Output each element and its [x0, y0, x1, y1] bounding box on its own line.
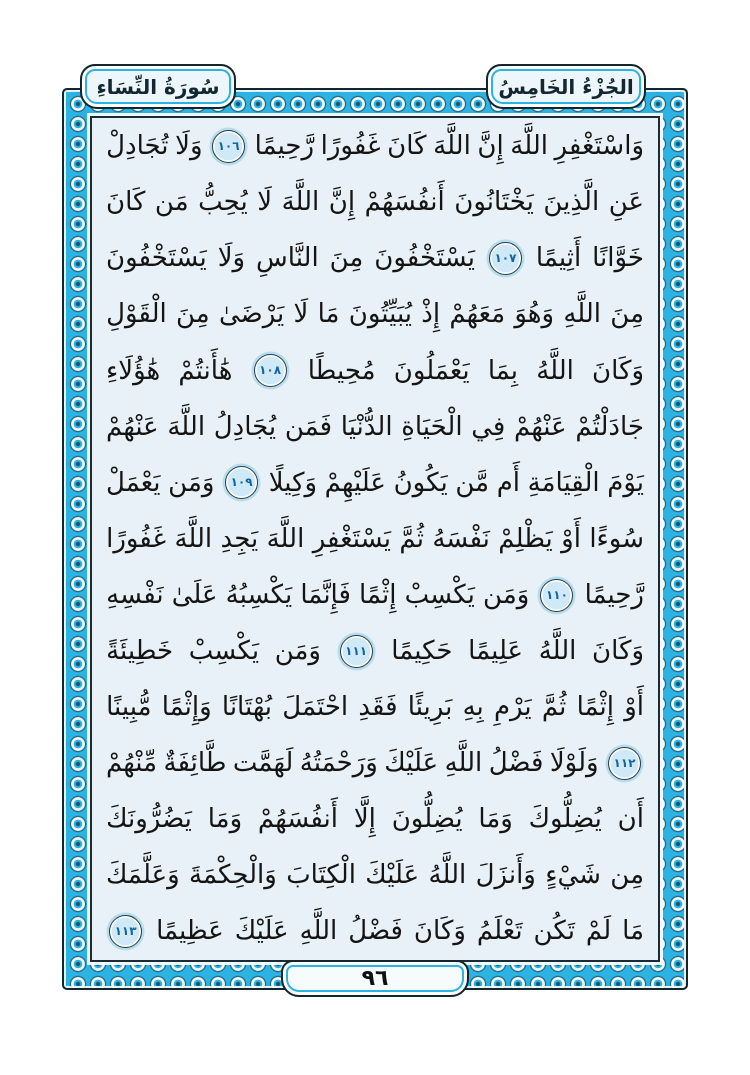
quran-line	[106, 242, 644, 275]
quran-word: عَلَيْكَ	[365, 860, 420, 891]
quran-word: يَعْمَلْ	[106, 467, 161, 498]
surah-name-label: سُورَةُ النِّسَاءِ	[96, 74, 220, 99]
quran-word: أَن	[617, 804, 644, 835]
quran-word: تُجَادِلْ	[106, 131, 169, 162]
juz-name-label: الجُزْءُ الخَامِسُ	[498, 74, 634, 99]
quran-word: غَفُورًا	[320, 131, 381, 162]
quran-word: جَادَلْتُمْ	[575, 411, 644, 442]
quran-word: فَضْلُ	[488, 748, 544, 779]
quran-line	[106, 130, 644, 163]
quran-word: عَلَيْكَ	[384, 748, 439, 779]
quran-word: وَمَا	[478, 804, 513, 835]
quran-word: مُّبِينًا	[106, 692, 152, 723]
quran-word: أَنفُسَهُمْ	[257, 804, 339, 835]
quran-word: يُحِبُّ	[198, 187, 248, 218]
quran-word: الَّذِينَ	[543, 187, 600, 218]
quran-word: تَعْلَمُ	[476, 916, 523, 947]
quran-word: إِنَّ	[328, 187, 356, 218]
quran-word: يَرْمِ	[493, 692, 532, 723]
quran-word: إِثْمًا	[359, 579, 397, 610]
quran-word: النَّاسِ	[256, 243, 319, 274]
quran-word: مِن	[610, 860, 644, 891]
quran-word: لَا	[293, 299, 309, 330]
quran-word: هَٰأَنتُمْ	[178, 355, 233, 386]
quran-word: اللَّهَ	[281, 187, 320, 218]
quran-word: عَنِ	[608, 187, 644, 218]
quran-word: فِي	[471, 411, 506, 442]
quran-word: مِّنْهُمْ	[106, 748, 158, 779]
quran-word: إِلَّا	[353, 804, 376, 835]
quran-word: مَّن	[455, 467, 490, 498]
quran-word: فَإِنَّمَا	[300, 579, 351, 610]
quran-word: عَظِيمًا	[156, 916, 224, 947]
quran-line	[106, 354, 644, 387]
quran-word: يَكْسِبْ	[188, 636, 260, 667]
quran-word: الدُّنْيَا	[340, 411, 393, 442]
quran-word: لَهَمَّت	[232, 748, 294, 779]
quran-word: فَضْلُ	[348, 916, 403, 947]
quran-word: الْقَوْلِ	[106, 299, 167, 330]
quran-line	[106, 523, 644, 556]
quran-word: وَمَن	[483, 579, 530, 610]
quran-word: أَنفُسَهُمْ	[364, 187, 445, 218]
quran-line	[106, 803, 644, 836]
quran-word: وَلَا	[217, 243, 246, 274]
quran-word: مِنَ	[175, 299, 210, 330]
ayah-end-marker: ١١٢	[608, 747, 641, 780]
quran-word: اللَّهَ	[174, 523, 213, 554]
quran-word: ثُمَّ	[541, 692, 567, 723]
juz-name-cartouche	[486, 64, 646, 109]
ayah-end-marker: ١١١	[340, 635, 373, 668]
quran-word: خَوَّانًا	[592, 243, 644, 274]
quran-word: رَّحِيمًا	[254, 131, 315, 162]
quran-word: عَلِيمًا	[468, 636, 524, 667]
ayah-end-marker: ١٠٨	[254, 354, 287, 387]
ayah-end-marker: ١١٣	[109, 915, 142, 948]
quran-word: نَفْسِهِ	[106, 579, 164, 610]
quran-word: اللَّهِ	[299, 916, 338, 947]
page-number-pill	[281, 960, 469, 997]
quran-word: وَعَلَّمَكَ	[106, 860, 180, 891]
quran-word: يَكْسِبْ	[404, 579, 475, 610]
quran-word: أَوْ	[561, 523, 581, 554]
quran-word: مِنَ	[610, 299, 644, 330]
quran-word: وَأَنزَلَ	[475, 860, 536, 891]
quran-word: خَطِيئَةً	[106, 636, 174, 667]
quran-word: وَإِثْمًا	[161, 692, 212, 723]
quran-word: فَقَدِ	[358, 692, 398, 723]
quran-word: حَكِيمًا	[391, 636, 453, 667]
quran-word: عَلَىٰ	[171, 579, 218, 610]
quran-word: يَوْمَ	[607, 467, 644, 498]
quran-word: يُضِلُّونَ	[391, 804, 463, 835]
quran-word: وَكِيلًا	[268, 467, 318, 498]
quran-line	[106, 859, 644, 892]
quran-line	[106, 691, 644, 724]
quran-word: الْحَيَاةِ	[401, 411, 463, 442]
quran-line	[106, 466, 644, 499]
quran-word: ثُمَّ	[399, 523, 424, 554]
quran-line	[106, 747, 644, 780]
quran-word: عَلَيْكَ	[234, 916, 289, 947]
quran-word: يَضُرُّونَكَ	[106, 804, 192, 835]
quran-word: اللَّهَ	[266, 523, 305, 554]
quran-word: يَسْتَخْفُونَ	[374, 243, 476, 274]
quran-word: اللَّهَ	[167, 411, 206, 442]
quran-word: وَالْحِكْمَةَ	[189, 860, 277, 891]
quran-word: طَّائِفَةٌ	[163, 748, 227, 779]
quran-word: مُحِيطًا	[307, 355, 376, 386]
quran-word: يَسْتَخْفُونَ	[106, 243, 207, 274]
quran-word: وَكَانَ	[592, 636, 644, 667]
text-panel	[90, 116, 660, 962]
quran-word: كَانَ	[106, 187, 146, 218]
quran-word: اللَّهَ	[510, 131, 548, 162]
quran-word: عَنْهُمْ	[514, 411, 567, 442]
page-number: ٩٦	[361, 966, 389, 991]
surah-name-cartouche	[80, 64, 236, 109]
quran-word: عَنْهُمْ	[106, 411, 159, 442]
quran-word: وَلَوْلَا	[549, 748, 599, 779]
quran-word: يَكُونُ	[393, 467, 448, 498]
quran-word: وَكَانَ	[592, 355, 644, 386]
quran-word: لَمْ	[585, 916, 612, 947]
quran-word: تَكُن	[533, 916, 575, 947]
quran-word: بَرِيئًا	[407, 692, 453, 723]
quran-word: مَا	[622, 916, 644, 947]
quran-word: إِذْ	[421, 299, 441, 330]
quran-line	[106, 411, 644, 444]
quran-word: اللَّهُ	[428, 860, 467, 891]
quran-word: مَا	[317, 299, 340, 330]
quran-word: يَرْضَىٰ	[218, 299, 285, 330]
ornamental-border-frame	[62, 74, 688, 991]
quran-word: يَظْلِمْ	[498, 523, 553, 554]
quran-word: الْكِتَابَ	[286, 860, 356, 891]
ayah-end-marker: ١١٠	[540, 579, 573, 612]
quran-word: فَمَن	[284, 411, 333, 442]
quran-word: يَعْمَلُونَ	[393, 355, 470, 386]
quran-word: بُهْتَانًا	[221, 692, 273, 723]
ayah-end-marker: ١٠٧	[489, 242, 522, 275]
quran-word: وَهُوَ	[514, 299, 555, 330]
quran-line	[106, 579, 644, 612]
quran-word: عَلَيْهِمْ	[324, 467, 386, 498]
quran-word: يُضِلُّوكَ	[528, 804, 602, 835]
quran-word: وَكَانَ	[413, 916, 466, 947]
ayah-end-marker: ١٠٩	[225, 466, 258, 499]
quran-word: مَعَهُمْ	[449, 299, 506, 330]
quran-word: نَفْسَهُ	[432, 523, 490, 554]
quran-word: رَّحِيمًا	[584, 579, 644, 610]
quran-word: إِثْمًا	[576, 692, 615, 723]
quran-word: اللَّهُ	[536, 355, 574, 386]
quran-word: أَوْ	[624, 692, 644, 723]
quran-word: بِهِ	[462, 692, 484, 723]
quran-word: يَسْتَغْفِرِ	[312, 523, 392, 554]
quran-word: اللَّهُ	[538, 636, 577, 667]
quran-word: وَرَحْمَتُهُ	[299, 748, 378, 779]
quran-word: إِنَّ	[477, 131, 504, 162]
quran-word: وَاسْتَغْفِرِ	[554, 131, 644, 162]
quran-word: وَلَا	[175, 131, 203, 162]
quran-word: بِمَا	[487, 355, 519, 386]
ayah-end-marker: ١٠٦	[212, 130, 245, 163]
quran-word: وَمَن	[168, 467, 215, 498]
quran-word: احْتَمَلَ	[282, 692, 349, 723]
quran-word: يَخْتَانُونَ	[454, 187, 534, 218]
quran-line	[106, 635, 644, 668]
quran-word: وَمَن	[274, 636, 321, 667]
quran-word: غَفُورًا	[106, 523, 167, 554]
quran-word: كَانَ	[387, 131, 427, 162]
quran-word: أَم	[496, 467, 521, 498]
quran-word: يَكْسِبُهُ	[225, 579, 293, 610]
quran-word: شَيْءٍ	[545, 860, 601, 891]
quran-word: هَٰؤُلَاءِ	[106, 355, 161, 386]
quran-word: سُوءًا	[589, 523, 644, 554]
quran-word: يُجَادِلُ	[213, 411, 277, 442]
quran-text-area	[106, 130, 644, 948]
quran-word: أَثِيمًا	[535, 243, 582, 274]
quran-word: يُبَيِّتُونَ	[348, 299, 413, 330]
quran-word: اللَّهَ	[433, 131, 471, 162]
quran-word: اللَّهِ	[444, 748, 483, 779]
quran-word: الْقِيَامَةِ	[527, 467, 600, 498]
quran-line	[106, 186, 644, 219]
quran-word: وَمَا	[207, 804, 243, 835]
quran-line	[106, 915, 644, 948]
quran-word: يَجِدِ	[220, 523, 259, 554]
quran-word: لَا	[257, 187, 273, 218]
quran-word: مَن	[154, 187, 189, 218]
quran-word: اللَّهِ	[563, 299, 602, 330]
quran-line	[106, 298, 644, 331]
quran-word: مِنَ	[329, 243, 364, 274]
